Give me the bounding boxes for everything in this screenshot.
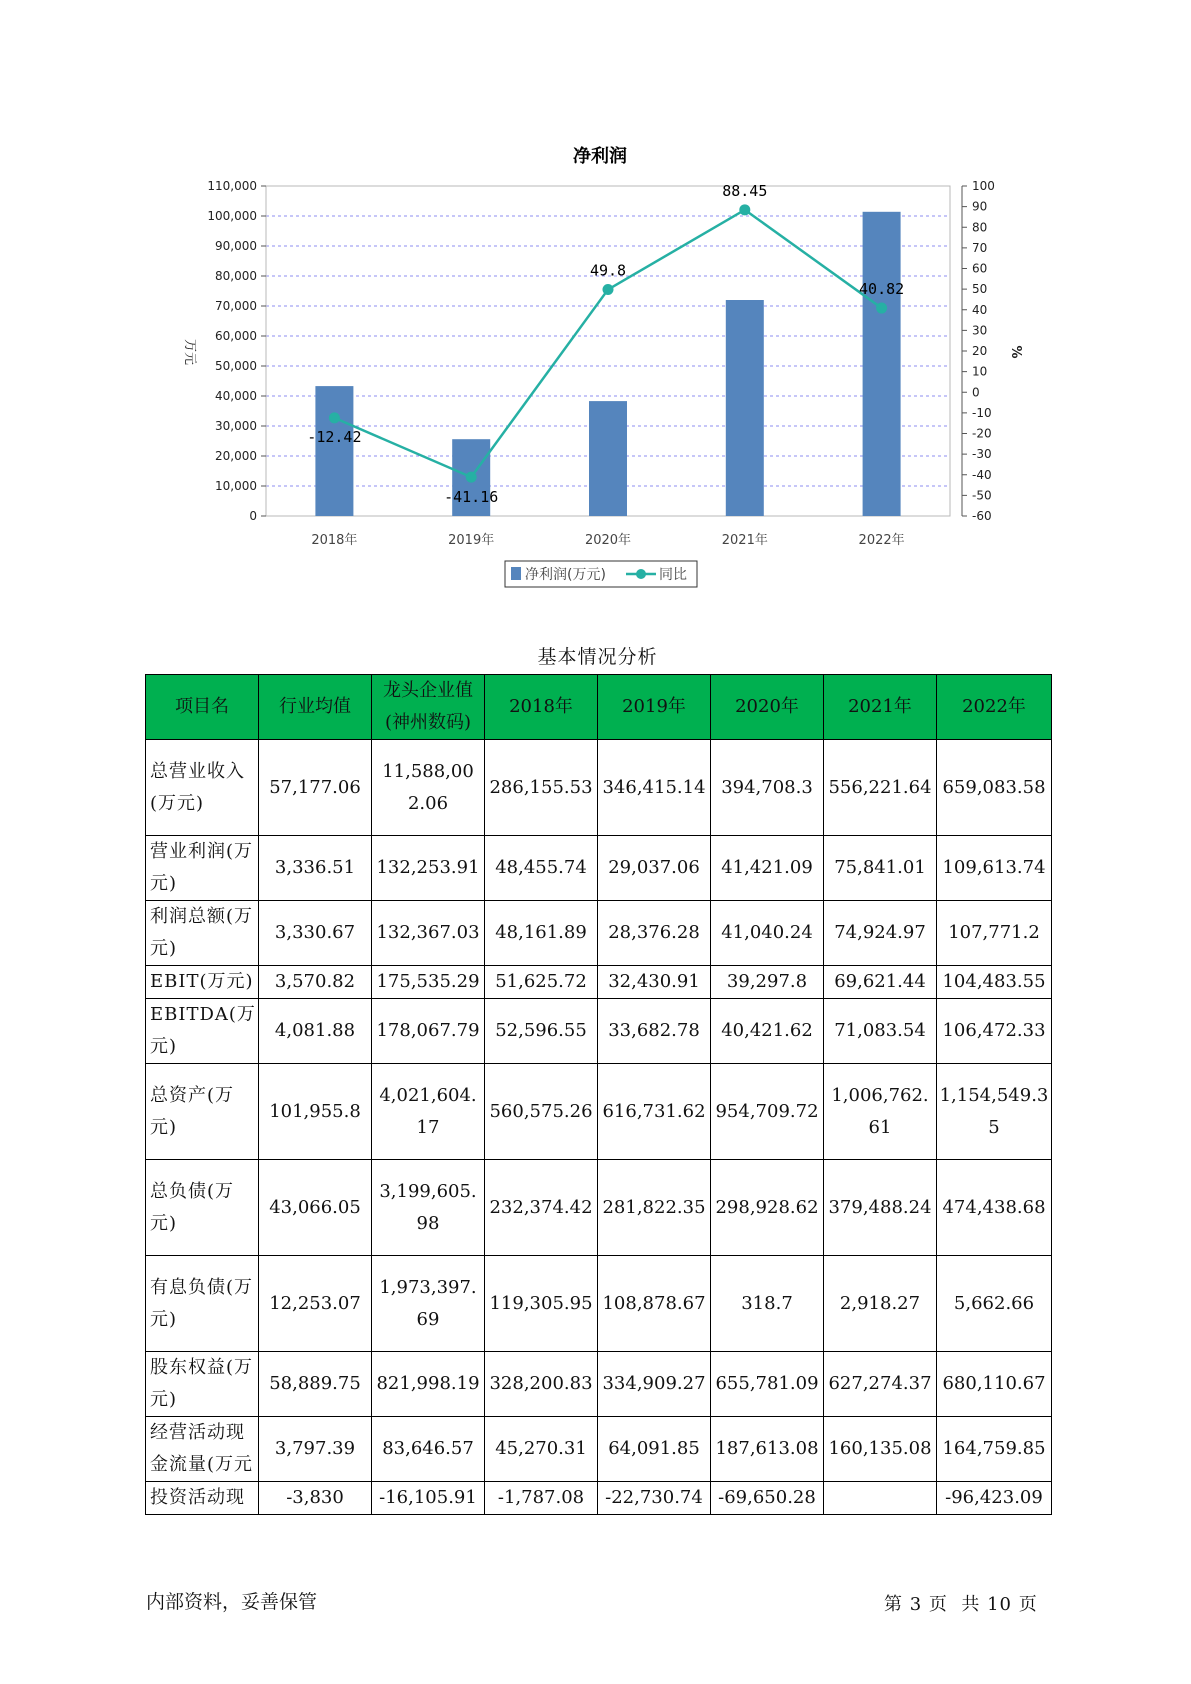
point-yoy [876,303,887,314]
row-label-cell: 营业利润(万元) [146,836,259,901]
table-row [146,1417,1052,1482]
table-cell: 57,177.06 [259,740,372,836]
x-tick-label: 2020年 [584,533,632,548]
table-cell: 187,613.08 [711,1417,824,1482]
legend-bar-label: 净利润(万元) [525,567,606,583]
table-cell: 33,682.78 [598,999,711,1064]
column-header: 2021年 [824,675,937,740]
table-cell: 41,421.09 [711,836,824,901]
y-axis-left-label: 万元 [182,338,197,366]
footer-confidential-note: 内部资料，妥善保管 [146,1591,318,1613]
y-left-tick-label: 10,000 [215,479,257,493]
table-cell: 178,067.79 [372,999,485,1064]
table-cell: 318.7 [711,1256,824,1352]
footer-page-number [884,1590,1038,1616]
y-right-tick-label: 90 [972,199,988,214]
page-current: 3 [909,1594,923,1615]
point-yoy [603,284,614,295]
page-suffix: 页 [1018,1594,1038,1615]
column-header: 2018年 [485,675,598,740]
table-cell: 286,155.53 [485,740,598,836]
table-cell: 4,081.88 [259,999,372,1064]
table-cell: 175,535.29 [372,966,485,999]
row-label-cell: 总负债(万元) [146,1160,259,1256]
y-right-tick-label: -30 [972,447,992,462]
table-cell: 954,709.72 [711,1064,824,1160]
table-header-row [146,675,1052,740]
data-label-yoy: 40.82 [859,280,905,299]
table-cell: 1,154,549.35 [937,1064,1052,1160]
y-right-tick-label: 10 [972,364,988,379]
row-label-cell: 投资活动现 [146,1482,259,1515]
y-right-tick-label: 60 [972,261,988,276]
table-cell: 106,472.33 [937,999,1052,1064]
y-left-tick-label: 100,000 [207,209,257,223]
y-right-tick-label: -50 [972,488,992,503]
y-left-tick-label: 60,000 [215,329,257,343]
y-right-tick-label: 100 [972,179,995,193]
table-row [146,836,1052,901]
table-cell: 379,488.24 [824,1160,937,1256]
table-cell: 3,199,605.98 [372,1160,485,1256]
table-cell: 334,909.27 [598,1352,711,1417]
bar-net-profit [315,386,353,516]
basic-analysis-table [145,674,1052,1515]
table-cell: 655,781.09 [711,1352,824,1417]
y-right-tick-label: 0 [972,385,980,400]
data-label-yoy: 49.8 [589,261,627,280]
table-cell: 821,998.19 [372,1352,485,1417]
table-cell: 4,021,604.17 [372,1064,485,1160]
bar-net-profit [863,212,901,516]
page-total: 10 [987,1594,1013,1615]
table-cell: 281,822.35 [598,1160,711,1256]
table-cell: 556,221.64 [824,740,937,836]
table-cell: 3,330.67 [259,901,372,966]
point-yoy [739,204,750,215]
table-cell: 680,110.67 [937,1352,1052,1417]
table-cell: 132,367.03 [372,901,485,966]
y-right-tick-label: 70 [972,240,988,255]
table-cell [824,1482,937,1515]
table-cell: 298,928.62 [711,1160,824,1256]
table-cell: -1,787.08 [485,1482,598,1515]
table-cell: 2,918.27 [824,1256,937,1352]
y-right-tick-label: 30 [972,323,988,338]
table-cell: 1,006,762.61 [824,1064,937,1160]
table-cell: 109,613.74 [937,836,1052,901]
table-cell: 1,973,397.69 [372,1256,485,1352]
y-right-tick-label: -10 [972,405,992,420]
table-cell: 232,374.42 [485,1160,598,1256]
table-row [146,1256,1052,1352]
y-axis-right-label: % [1008,345,1023,359]
table-cell: 119,305.95 [485,1256,598,1352]
table-cell: 3,336.51 [259,836,372,901]
table-cell: 28,376.28 [598,901,711,966]
y-left-tick-label: 110,000 [207,179,257,193]
table-cell: 328,200.83 [485,1352,598,1417]
table-cell: -96,423.09 [937,1482,1052,1515]
row-label-cell: 有息负债(万元) [146,1256,259,1352]
y-left-tick-label: 0 [249,509,257,523]
x-tick-label: 2021年 [721,533,768,548]
table-cell: 346,415.14 [598,740,711,836]
table-row [146,1160,1052,1256]
y-left-tick-label: 40,000 [215,389,257,403]
table-row [146,966,1052,999]
data-label-yoy: -12.42 [307,427,362,446]
table-row [146,901,1052,966]
table-cell: 560,575.26 [485,1064,598,1160]
point-yoy [466,472,477,483]
y-left-tick-label: 70,000 [215,299,257,313]
y-right-tick-label: -40 [972,467,992,482]
table-cell: 107,771.2 [937,901,1052,966]
x-tick-label: 2022年 [858,533,905,548]
point-yoy [329,412,340,423]
table-cell: 83,646.57 [372,1417,485,1482]
y-right-tick-label: -60 [972,509,992,523]
data-label-yoy: 88.45 [722,181,768,200]
table-cell: 40,421.62 [711,999,824,1064]
table-cell: 104,483.55 [937,966,1052,999]
table-row [146,1482,1052,1515]
row-label-cell: 经营活动现金流量(万元 [146,1417,259,1482]
bar-net-profit [726,300,764,516]
table-cell: -3,830 [259,1482,372,1515]
table-cell: 394,708.3 [711,740,824,836]
table-cell: 48,455.74 [485,836,598,901]
row-label-cell: EBITDA(万元) [146,999,259,1064]
page-mid: 页 共 [928,1594,981,1615]
column-header: 行业均值 [259,675,372,740]
table-row [146,1352,1052,1417]
chart-legend [505,561,697,587]
legend-line-label: 同比 [659,567,687,583]
table-cell: 41,040.24 [711,901,824,966]
table-cell: 48,161.89 [485,901,598,966]
legend-line-marker [636,569,646,579]
table-cell: 51,625.72 [485,966,598,999]
table-row [146,999,1052,1064]
table-cell: -16,105.91 [372,1482,485,1515]
table-cell: 11,588,002.06 [372,740,485,836]
y-right-tick-label: 20 [972,344,988,358]
y-right-tick-label: 50 [972,282,988,297]
column-header: 2022年 [937,675,1052,740]
y-left-tick-label: 20,000 [215,449,257,463]
table-cell: 43,066.05 [259,1160,372,1256]
table-cell: 74,924.97 [824,901,937,966]
table-row [146,740,1052,836]
y-left-tick-label: 50,000 [215,359,257,373]
table-cell: 474,438.68 [937,1160,1052,1256]
table-cell: 101,955.8 [259,1064,372,1160]
table-cell: -22,730.74 [598,1482,711,1515]
y-right-tick-label: -20 [972,426,992,441]
net-profit-chart [0,0,1191,600]
table-cell: 108,878.67 [598,1256,711,1352]
legend-bar-swatch [511,567,521,580]
table-cell: 3,797.39 [259,1417,372,1482]
table-title: 基本情况分析 [537,646,658,668]
table-cell: 5,662.66 [937,1256,1052,1352]
row-label-cell: 总资产(万元) [146,1064,259,1160]
column-header: 龙头企业值(神州数码) [372,675,485,740]
table-cell: 616,731.62 [598,1064,711,1160]
table-cell: 32,430.91 [598,966,711,999]
column-header: 项目名 [146,675,259,740]
table-cell: 39,297.8 [711,966,824,999]
table-cell: 164,759.85 [937,1417,1052,1482]
data-label-yoy: -41.16 [444,488,499,507]
x-tick-label: 2018年 [311,533,358,548]
y-left-tick-label: 30,000 [215,419,257,433]
table-cell: 69,621.44 [824,966,937,999]
table-cell: 132,253.91 [372,836,485,901]
y-right-tick-label: 40 [972,302,988,317]
column-header: 2019年 [598,675,711,740]
chart-title: 净利润 [573,146,627,167]
table-cell: 58,889.75 [259,1352,372,1417]
table-cell: 627,274.37 [824,1352,937,1417]
row-label-cell: 利润总额(万元) [146,901,259,966]
table-row [146,1064,1052,1160]
page-prefix: 第 [884,1594,903,1615]
table-cell: -69,650.28 [711,1482,824,1515]
y-left-tick-label: 90,000 [215,239,257,253]
table-cell: 64,091.85 [598,1417,711,1482]
table-cell: 29,037.06 [598,836,711,901]
y-right-tick-label: 80 [972,220,988,235]
table-cell: 12,253.07 [259,1256,372,1352]
bar-net-profit [589,401,627,516]
table-cell: 75,841.01 [824,836,937,901]
column-header: 2020年 [711,675,824,740]
table-cell: 160,135.08 [824,1417,937,1482]
table-cell: 71,083.54 [824,999,937,1064]
table-cell: 659,083.58 [937,740,1052,836]
table-cell: 45,270.31 [485,1417,598,1482]
x-tick-label: 2019年 [448,533,495,548]
table-cell: 52,596.55 [485,999,598,1064]
row-label-cell: EBIT(万元) [146,966,259,999]
row-label-cell: 总营业收入(万元) [146,740,259,836]
row-label-cell: 股东权益(万元) [146,1352,259,1417]
y-left-tick-label: 80,000 [215,269,257,283]
table-cell: 3,570.82 [259,966,372,999]
